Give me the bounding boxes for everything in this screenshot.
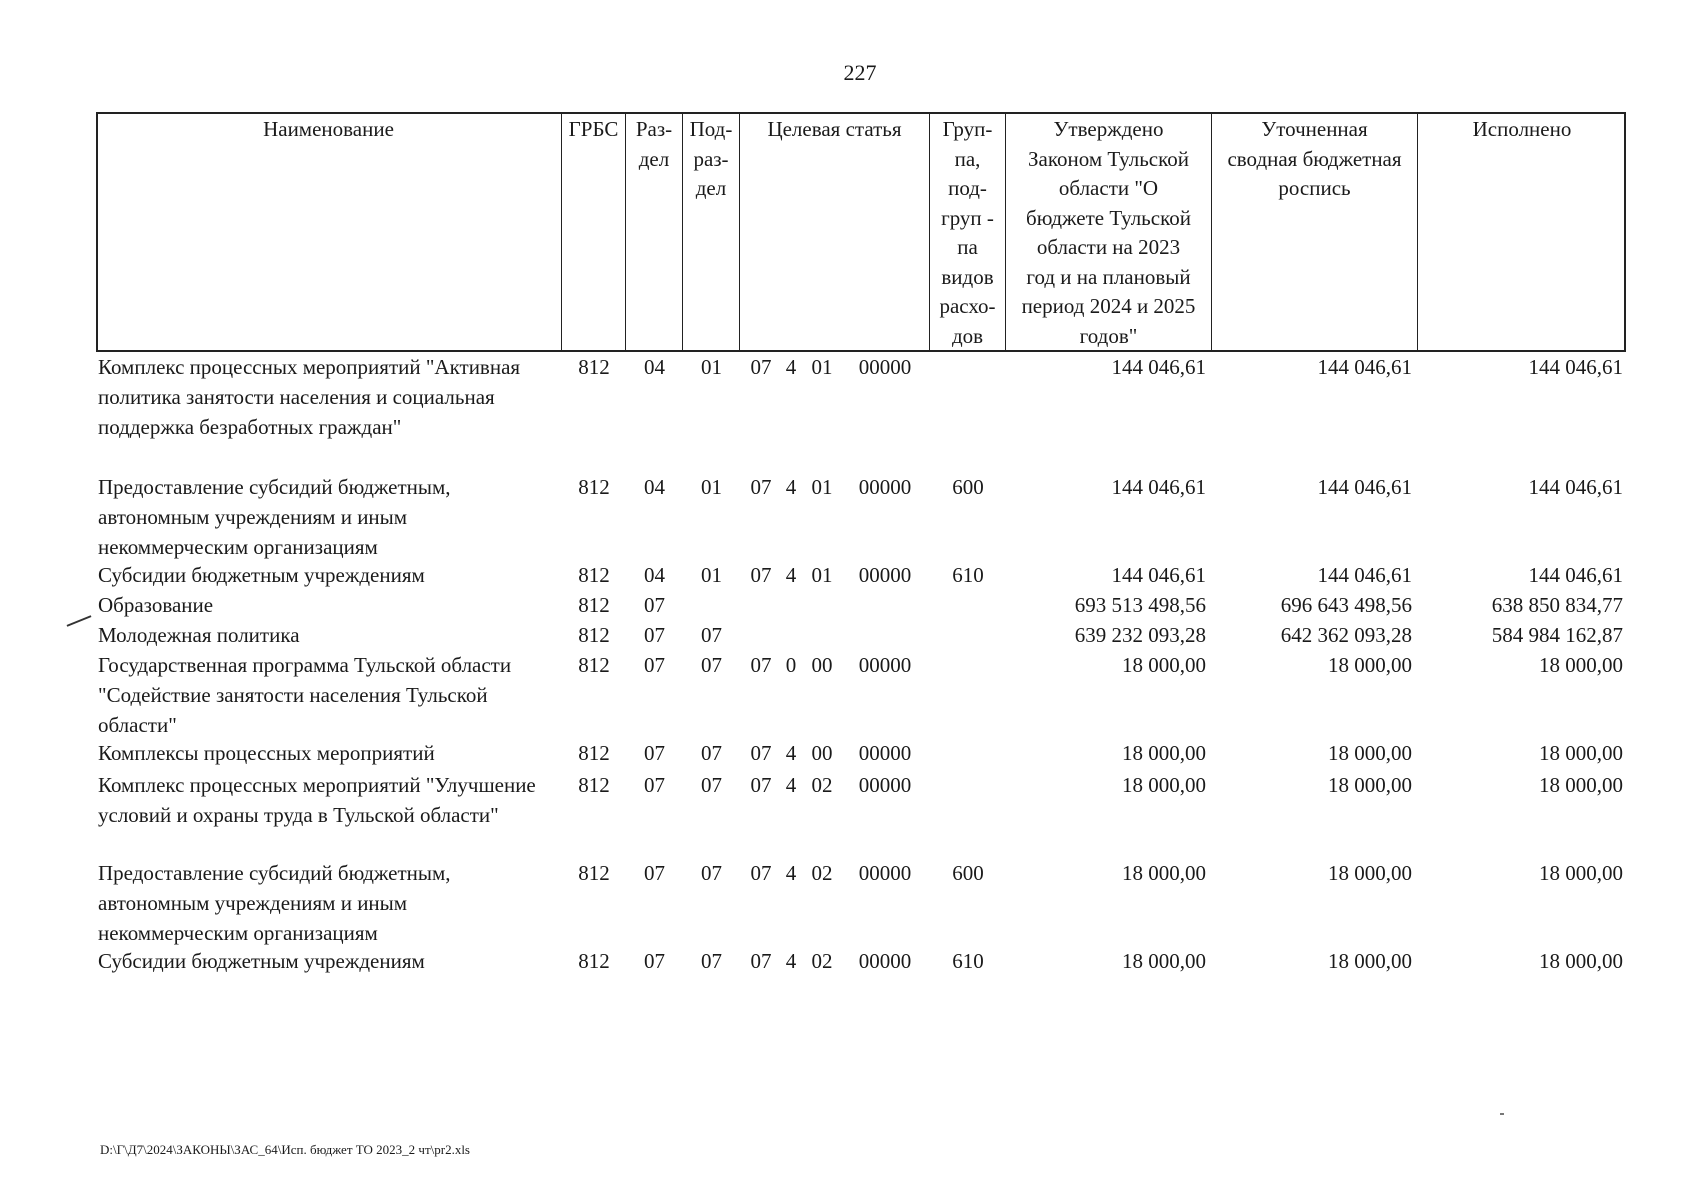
cell-t2: 4 [785, 475, 797, 499]
cell-podrazdel: 01 [701, 563, 722, 587]
header-group: Груп- па, под- груп - па видов расхо- дов [930, 112, 1006, 352]
cell-approved: 18 000,00 [1122, 653, 1206, 677]
cell-t4: 00000 [858, 773, 912, 797]
cell-razdel: 07 [644, 593, 665, 617]
cell-approved: 18 000,00 [1122, 949, 1206, 973]
cell-t2: 4 [785, 949, 797, 973]
cell-razdel: 07 [644, 623, 665, 647]
scan-speck [1500, 1113, 1504, 1115]
cell-razdel: 04 [644, 475, 665, 499]
cell-t1: 07 [750, 741, 772, 765]
cell-refined: 144 046,61 [1317, 475, 1412, 499]
cell-refined: 18 000,00 [1328, 861, 1412, 885]
cell-grbs: 812 [578, 593, 610, 617]
cell-podrazdel: 07 [701, 653, 722, 677]
cell-t4: 00000 [858, 861, 912, 885]
row-name: Субсидии бюджетным учреждениям [98, 563, 425, 587]
header-refined: Уточненная сводная бюджетная роспись [1212, 112, 1418, 352]
cell-t1: 07 [750, 355, 772, 379]
cell-approved: 144 046,61 [1111, 563, 1206, 587]
header-target: Целевая статья [740, 112, 930, 352]
header-executed: Исполнено [1472, 117, 1572, 141]
cell-podrazdel: 07 [701, 861, 722, 885]
cell-podrazdel: 01 [701, 475, 722, 499]
cell-group: 610 [952, 949, 984, 973]
cell-executed: 18 000,00 [1539, 861, 1623, 885]
row-name: Субсидии бюджетным учреждениям [98, 949, 425, 973]
cell-t3: 00 [811, 741, 833, 765]
row-name: Предоставление субсидий бюджетным, автономным учреждениям и иным некоммерческим организациям [98, 861, 451, 945]
cell-t2: 4 [785, 563, 797, 587]
cell-t2: 4 [785, 741, 797, 765]
page-number: 227 [843, 60, 877, 85]
cell-podrazdel: 07 [701, 623, 722, 647]
cell-grbs: 812 [578, 623, 610, 647]
cell-refined: 696 643 498,56 [1280, 593, 1412, 617]
header-approved: Утверждено Законом Тульской области "О бюджете Тульской области на 2023 год и на плановый период 2024 и 2025 годов" [1006, 112, 1212, 352]
cell-t1: 07 [750, 949, 772, 973]
cell-executed: 18 000,00 [1539, 773, 1623, 797]
cell-approved: 639 232 093,28 [1074, 623, 1206, 647]
row-name: Предоставление субсидий бюджетным, автономным учреждениям и иным некоммерческим организациям [98, 475, 451, 559]
cell-approved: 18 000,00 [1122, 861, 1206, 885]
cell-razdel: 07 [644, 861, 665, 885]
cell-grbs: 812 [578, 355, 610, 379]
cell-t1: 07 [750, 861, 772, 885]
cell-t4: 00000 [858, 475, 912, 499]
cell-refined: 18 000,00 [1328, 653, 1412, 677]
cell-t3: 02 [811, 773, 833, 797]
cell-t3: 01 [811, 355, 833, 379]
cell-t1: 07 [750, 773, 772, 797]
footer-file-path: D:\Г\Д7\2024\ЗАКОНЫ\ЗАС_64\Исп. бюджет ТО 2023_2 чт\pr2.xls [100, 1142, 470, 1157]
cell-t2: 4 [785, 355, 797, 379]
cell-podrazdel: 07 [701, 773, 722, 797]
header-name: Наименование [96, 112, 562, 352]
header-podrazdel: Под- раз- дел [683, 112, 740, 352]
cell-approved: 18 000,00 [1122, 773, 1206, 797]
cell-t4: 00000 [858, 355, 912, 379]
cell-podrazdel: 07 [701, 741, 722, 765]
row-name: Комплекс процессных мероприятий "Активная политика занятости населения и социальная поддержка безработных граждан" [98, 355, 521, 439]
cell-executed: 144 046,61 [1528, 563, 1623, 587]
cell-executed: 18 000,00 [1539, 949, 1623, 973]
cell-t4: 00000 [858, 653, 912, 677]
cell-executed: 18 000,00 [1539, 741, 1623, 765]
cell-podrazdel: 01 [701, 355, 722, 379]
cell-razdel: 07 [644, 741, 665, 765]
cell-t2: 4 [785, 861, 797, 885]
cell-approved: 693 513 498,56 [1074, 593, 1206, 617]
cell-refined: 642 362 093,28 [1280, 623, 1412, 647]
cell-grbs: 812 [578, 653, 610, 677]
cell-t1: 07 [750, 563, 772, 587]
row-name: Молодежная политика [98, 623, 300, 647]
row-name: Образование [98, 593, 214, 617]
cell-t3: 01 [811, 475, 833, 499]
row-name: Государственная программа Тульской области "Содействие занятости населения Тульской области" [98, 653, 512, 737]
cell-t2: 4 [785, 773, 797, 797]
cell-razdel: 07 [644, 949, 665, 973]
cell-grbs: 812 [578, 475, 610, 499]
cell-refined: 18 000,00 [1328, 773, 1412, 797]
cell-t1: 07 [750, 653, 772, 677]
cell-approved: 18 000,00 [1122, 741, 1206, 765]
cell-executed: 18 000,00 [1539, 653, 1623, 677]
cell-t4: 00000 [858, 563, 912, 587]
cell-group: 610 [952, 563, 984, 587]
cell-group: 600 [952, 861, 984, 885]
cell-t4: 00000 [858, 741, 912, 765]
cell-razdel: 04 [644, 355, 665, 379]
cell-refined: 144 046,61 [1317, 563, 1412, 587]
cell-executed: 144 046,61 [1528, 475, 1623, 499]
cell-t3: 02 [811, 861, 833, 885]
header-razdel: Раз- дел [626, 112, 683, 352]
cell-executed: 584 984 162,87 [1491, 623, 1623, 647]
cell-refined: 18 000,00 [1328, 949, 1412, 973]
cell-executed: 144 046,61 [1528, 355, 1623, 379]
header-grbs: ГРБС [562, 112, 626, 352]
cell-podrazdel: 07 [701, 949, 722, 973]
cell-refined: 144 046,61 [1317, 355, 1412, 379]
cell-approved: 144 046,61 [1111, 355, 1206, 379]
cell-grbs: 812 [578, 949, 610, 973]
cell-t4: 00000 [858, 949, 912, 973]
cell-t3: 02 [811, 949, 833, 973]
handwritten-tick-mark [67, 615, 92, 627]
cell-razdel: 07 [644, 653, 665, 677]
cell-grbs: 812 [578, 861, 610, 885]
cell-t1: 07 [750, 475, 772, 499]
cell-t2: 0 [785, 653, 797, 677]
cell-refined: 18 000,00 [1328, 741, 1412, 765]
cell-t3: 01 [811, 563, 833, 587]
cell-t3: 00 [811, 653, 833, 677]
row-name: Комплексы процессных мероприятий [98, 741, 435, 765]
cell-approved: 144 046,61 [1111, 475, 1206, 499]
cell-grbs: 812 [578, 563, 610, 587]
row-name: Комплекс процессных мероприятий "Улучшение условий и охраны труда в Тульской области" [98, 773, 536, 827]
cell-grbs: 812 [578, 741, 610, 765]
cell-group: 600 [952, 475, 984, 499]
cell-grbs: 812 [578, 773, 610, 797]
cell-razdel: 04 [644, 563, 665, 587]
cell-executed: 638 850 834,77 [1491, 593, 1623, 617]
cell-razdel: 07 [644, 773, 665, 797]
